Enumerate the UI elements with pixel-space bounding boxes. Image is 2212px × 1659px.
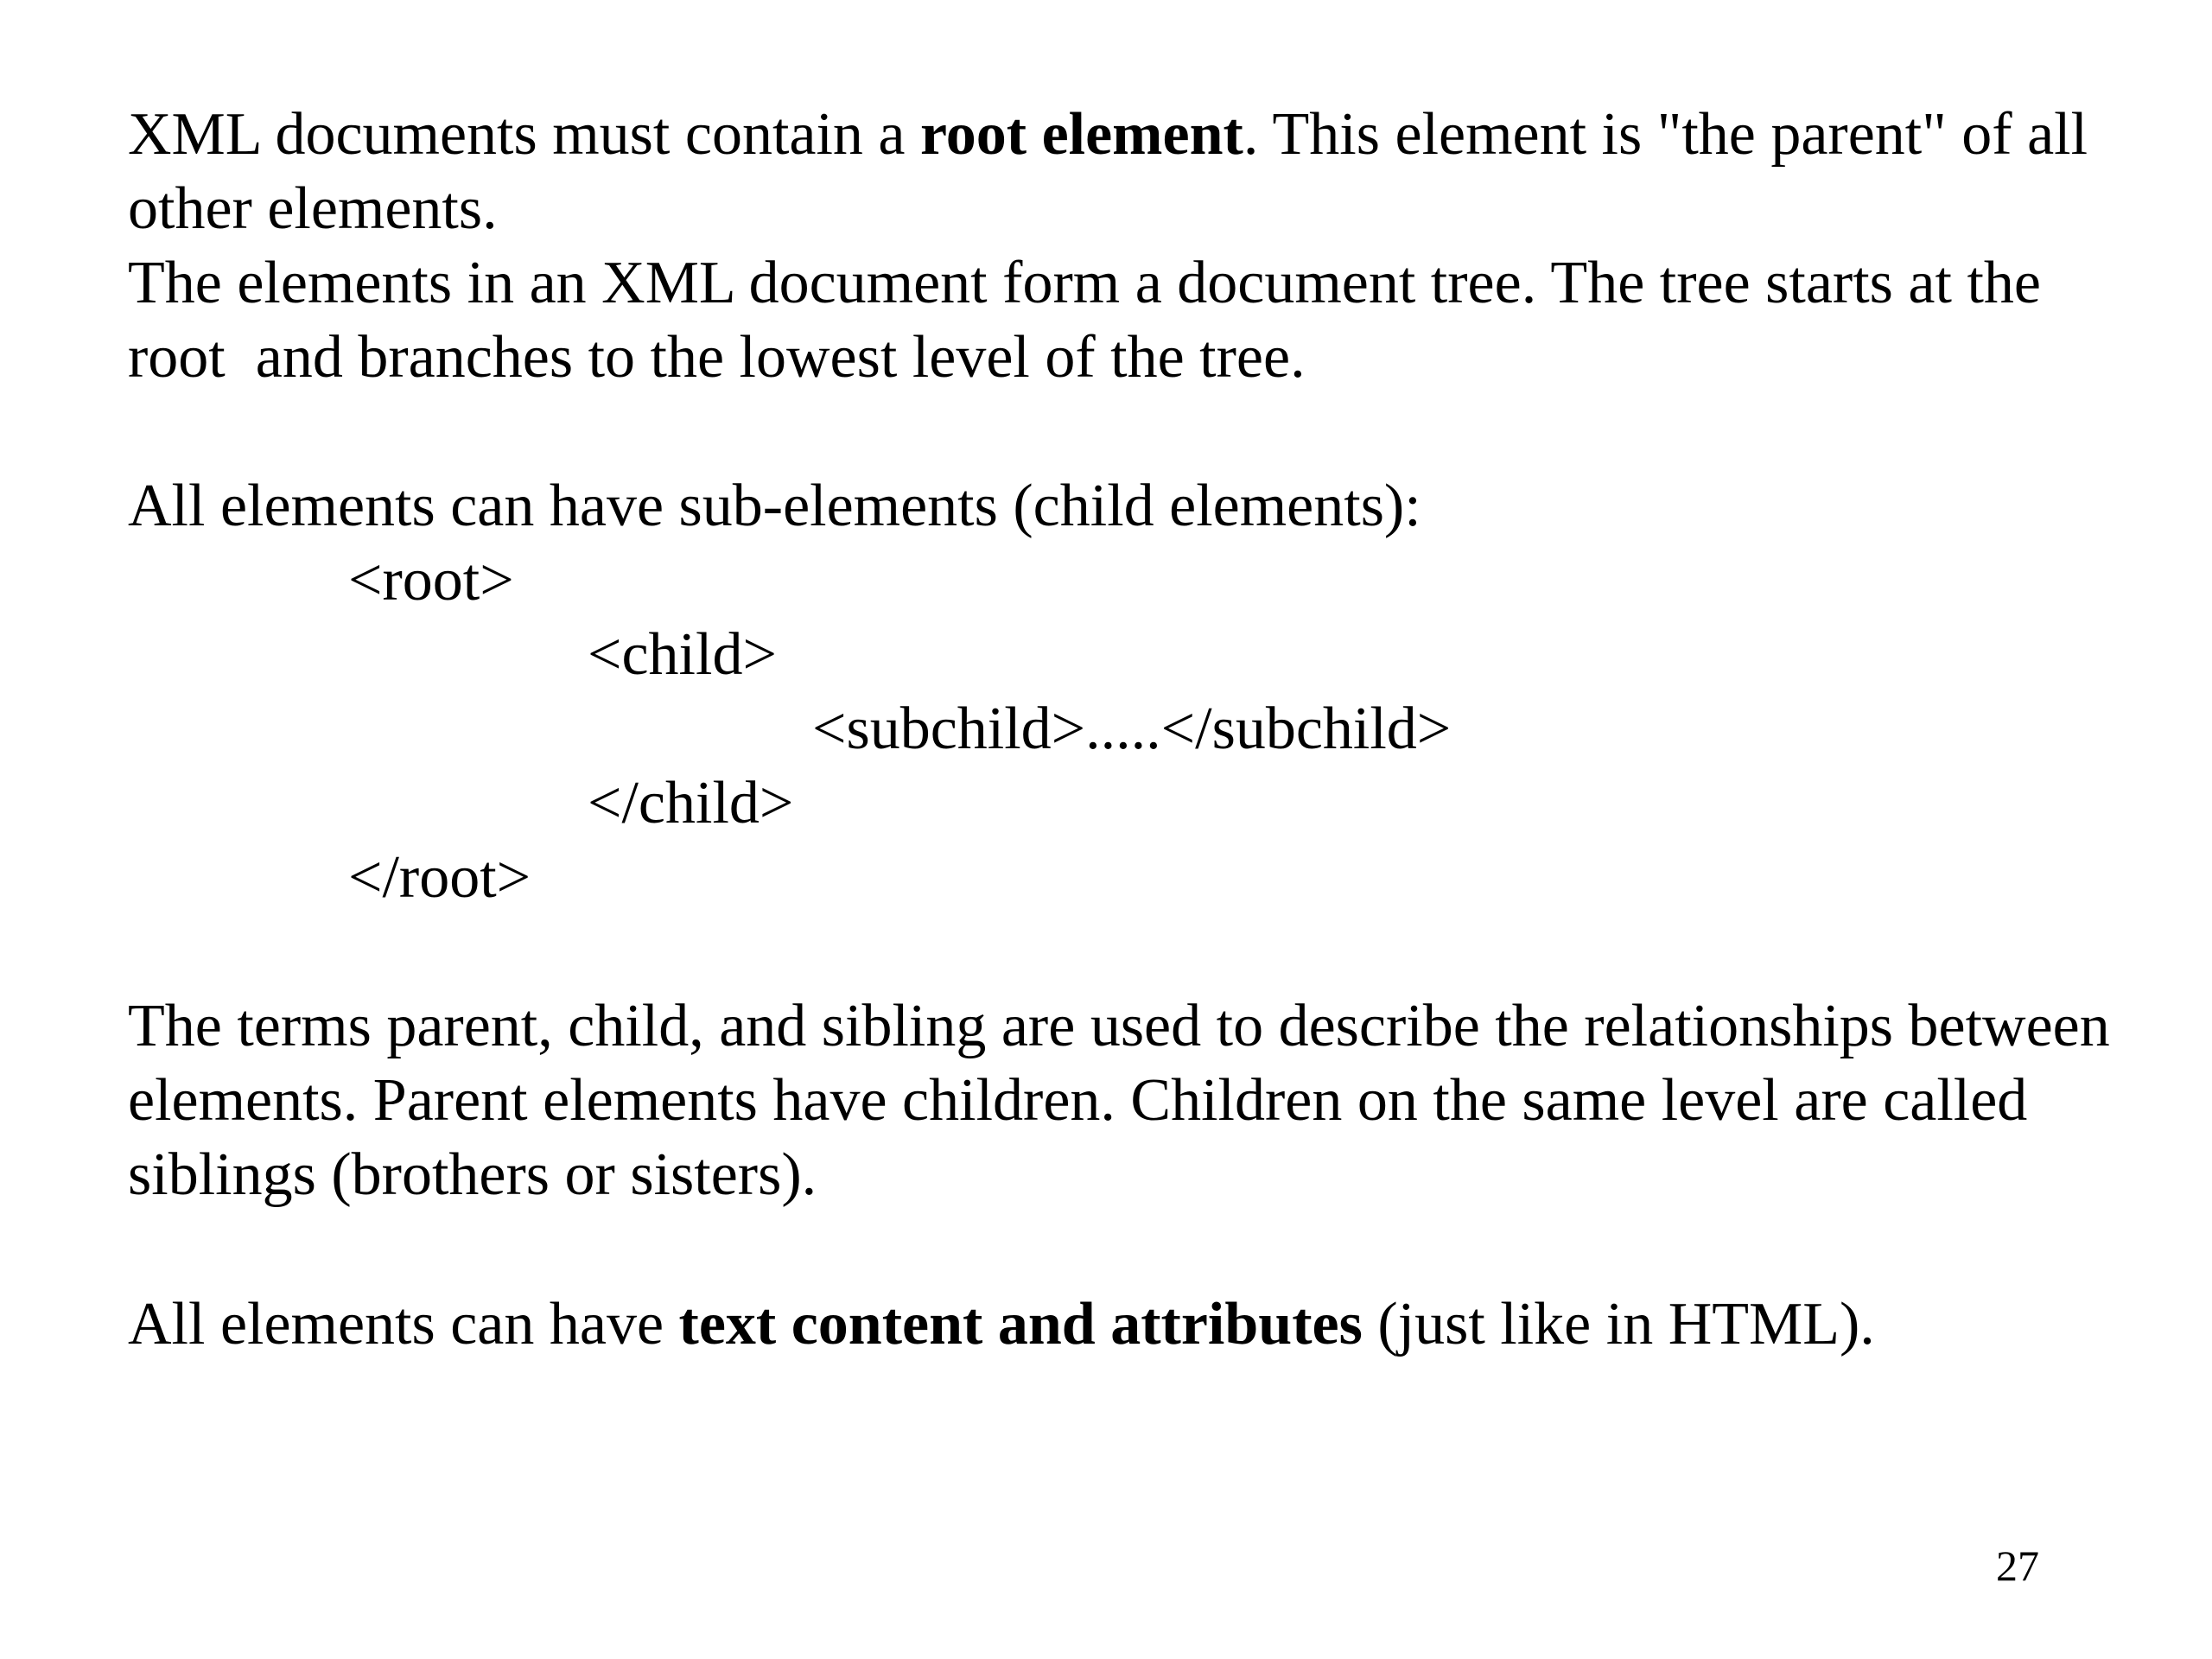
p3-line3: siblings (brothers or sisters). [128, 1141, 817, 1208]
p1-line4: root and branches to the lowest level of the tree. [128, 324, 1306, 391]
code-root-close: </root> [348, 844, 531, 911]
p1-line1 [128, 98, 2088, 172]
code-subchild: <subchild>.....</subchild> [812, 696, 1452, 762]
p3-line1: The terms parent, child, and sibling are used to describe the relationships between [128, 993, 2110, 1059]
p3-line2: elements. Parent elements have children. Children on the same level are called [128, 1067, 2028, 1134]
code-child-open: <child> [588, 621, 777, 688]
p1-line2: other elements. [128, 175, 498, 242]
page-number: 27 [1996, 1541, 2039, 1590]
p1-line1-rest: . This element is "the parent" of all [1243, 101, 2088, 168]
code-root-open: <root> [348, 547, 514, 613]
root-element-term: root element [919, 101, 1243, 168]
text-content-attributes-term: text content and attributes [678, 1291, 1363, 1357]
p4-text: All elements can have [128, 1291, 679, 1357]
code-child-close: </child> [588, 770, 794, 836]
p2-intro: All elements can have sub-elements (child elements): [128, 473, 1421, 539]
p4-rest: (just like in HTML). [1362, 1291, 1875, 1357]
p4-line [128, 1287, 1875, 1362]
p1-line3: The elements in an XML document form a document tree. The tree starts at the [128, 250, 2041, 316]
p1-line1-text: XML documents must contain a [128, 101, 920, 168]
